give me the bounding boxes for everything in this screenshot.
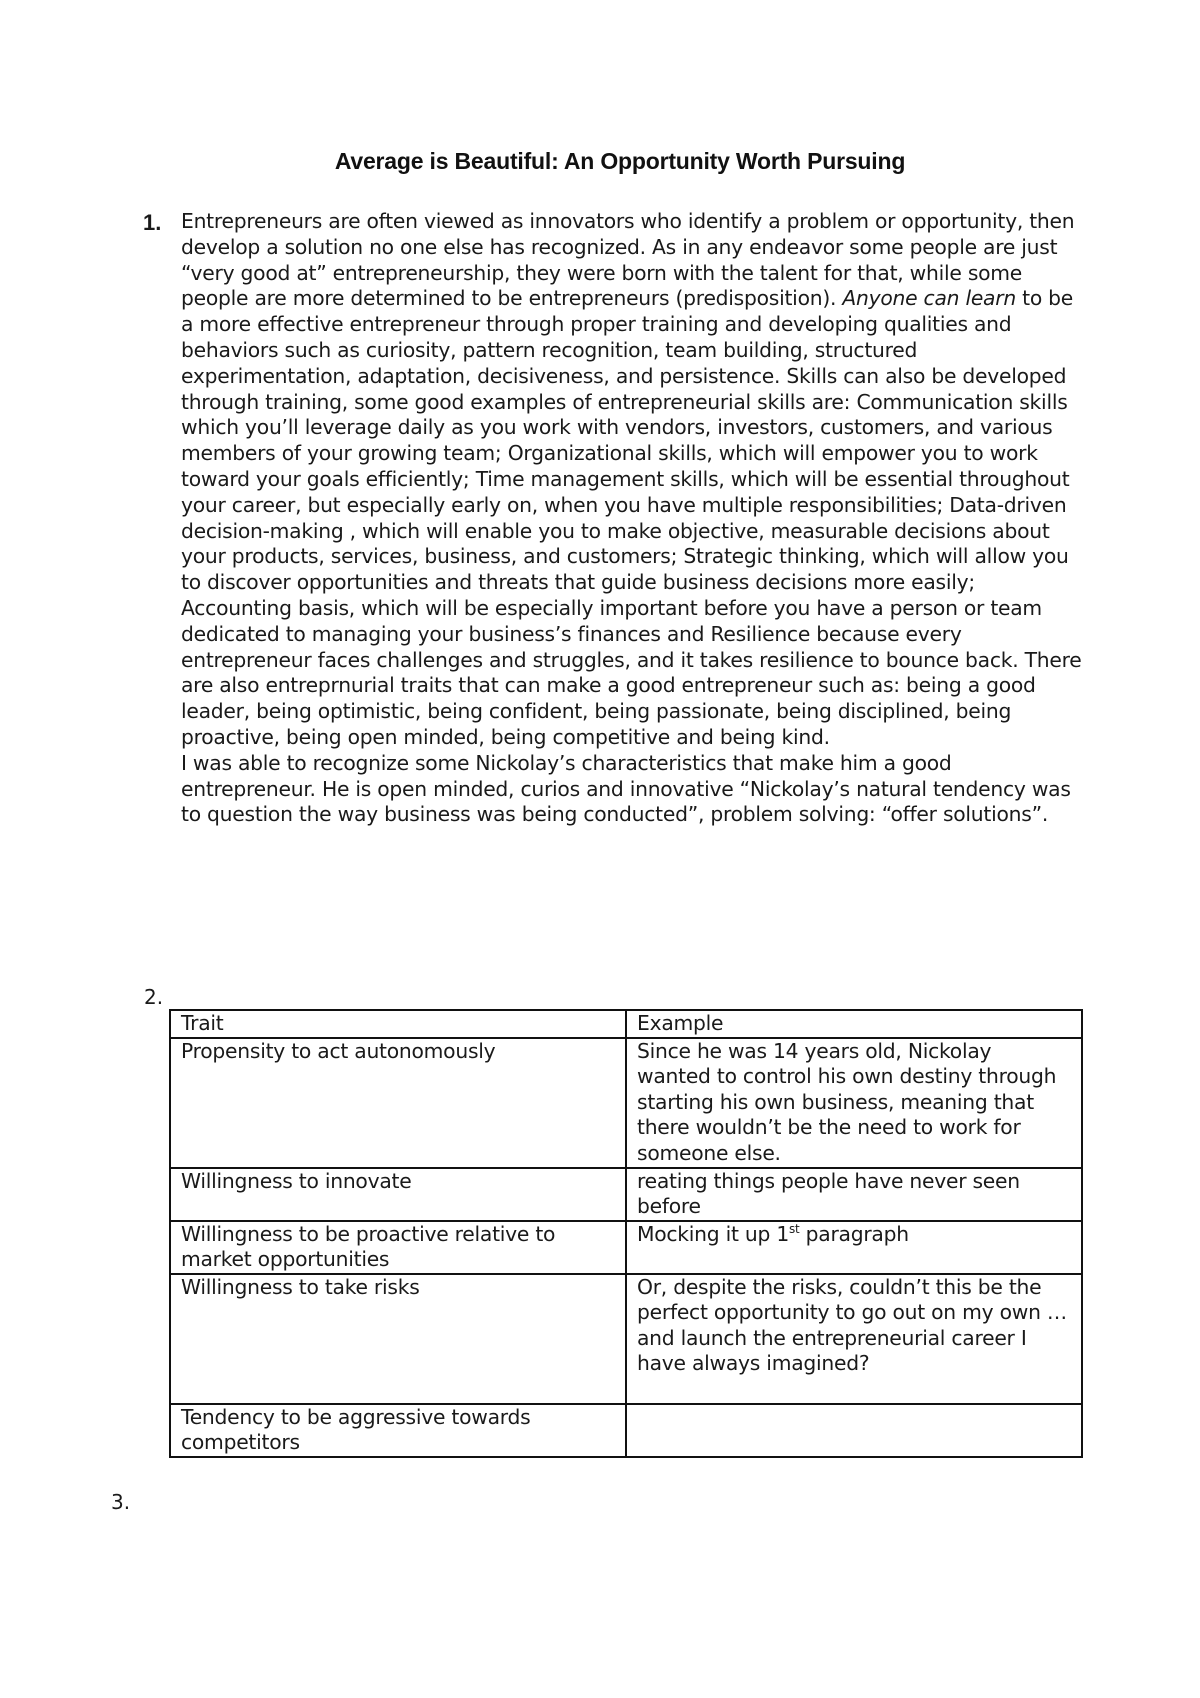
header-trait: Trait: [170, 1010, 626, 1038]
trait-cell: Tendency to be aggressive towards competitors: [170, 1404, 626, 1457]
item-1-paragraph-1: [181, 209, 1091, 751]
trait-cell: Willingness to take risks: [170, 1274, 626, 1404]
table-row: [170, 1038, 1082, 1168]
trait-cell: Propensity to act autonomously: [170, 1038, 626, 1168]
item-1-answer: [181, 209, 1091, 828]
trait-cell: Willingness to be proactive relative to market opportunities: [170, 1221, 626, 1274]
item-1-italic-phrase: Anyone can learn: [842, 286, 1016, 311]
item-1-paragraph-2: I was able to recognize some Nickolay’s characteristics that make him a good entrepreneur. He is open minded, curios and innovative “Nickolay’s natural tendency was to question the way business was being conducted”, problem solving: “offer solutions”.: [181, 750, 1071, 827]
item-1-number: 1.: [143, 210, 162, 235]
item-2-number: 2.: [144, 985, 164, 1009]
trait-cell: Willingness to innovate: [170, 1168, 626, 1221]
example-text: Mocking it up 1: [637, 1221, 789, 1246]
example-cell-empty: [626, 1404, 1082, 1457]
example-cell: Since he was 14 years old, Nickolay wanted to control his own destiny through starting his own business, meaning that there wouldn’t be the need to work for someone else.: [626, 1038, 1082, 1168]
example-text-end: paragraph: [799, 1221, 909, 1246]
table-row: [170, 1404, 1082, 1457]
item-1-text-end: to be a more effective entrepreneur through proper training and developing qualities and behaviors such as curiosity, pattern recognition, team building, structured experimentation, adaptation, decisiveness, and persistence. Skills can also be developed through training, some good examples of entrepreneurial skills are: Communication skills which you’ll leverage daily as you work with vendors, investors, customers, and various members of your growing team; Organizational skills, which will empower you to work toward your goals efficiently; Time management skills, which will be essential throughout your career, but especially early on, when you have multiple responsibilities; Data-driven decision-making , which will enable you to make objective, measurable decisions about your products, services, business, and customers; Strategic thinking, which will allow you to discover opportunities and threats that guide business decisions more easily; Accounting basis, which will be especially important before you have a person or team dedicated to managing your business’s finances and Resilience because every entrepreneur faces challenges and struggles, and it takes resilience to bounce back. There are also entreprnurial traits that can make a good entrepreneur such as: being a good leader, being optimistic, being confident, being passionate, being disciplined, being proactive, being open minded, being competitive and being kind.: [181, 286, 1082, 749]
table-row: [170, 1274, 1082, 1404]
table-row: [170, 1221, 1082, 1274]
table-header-row: [170, 1010, 1082, 1038]
header-example: Example: [626, 1010, 1082, 1038]
document-title: Average is Beautiful: An Opportunity Worth Pursuing: [334, 148, 906, 174]
example-cell: [626, 1221, 1082, 1274]
example-cell: reating things people have never seen before: [626, 1168, 1082, 1221]
traits-table: [169, 1009, 1083, 1458]
example-cell: Or, despite the risks, couldn’t this be the perfect opportunity to go out on my own … and launch the entrepreneurial career I have always imagined?: [626, 1274, 1082, 1404]
ordinal-superscript: st: [788, 1221, 800, 1236]
item-1-text-start: Entrepreneurs are often viewed as innovators who identify a problem or opportunity, then develop a solution no one else has recognized. As in any endeavor some people are just “very good at” entrepreneurship, they were born with the talent for that, while some people are more determined to be entrepreneurs (predisposition).: [181, 209, 1075, 311]
table-row: [170, 1168, 1082, 1221]
item-3-number: 3.: [111, 1490, 131, 1514]
